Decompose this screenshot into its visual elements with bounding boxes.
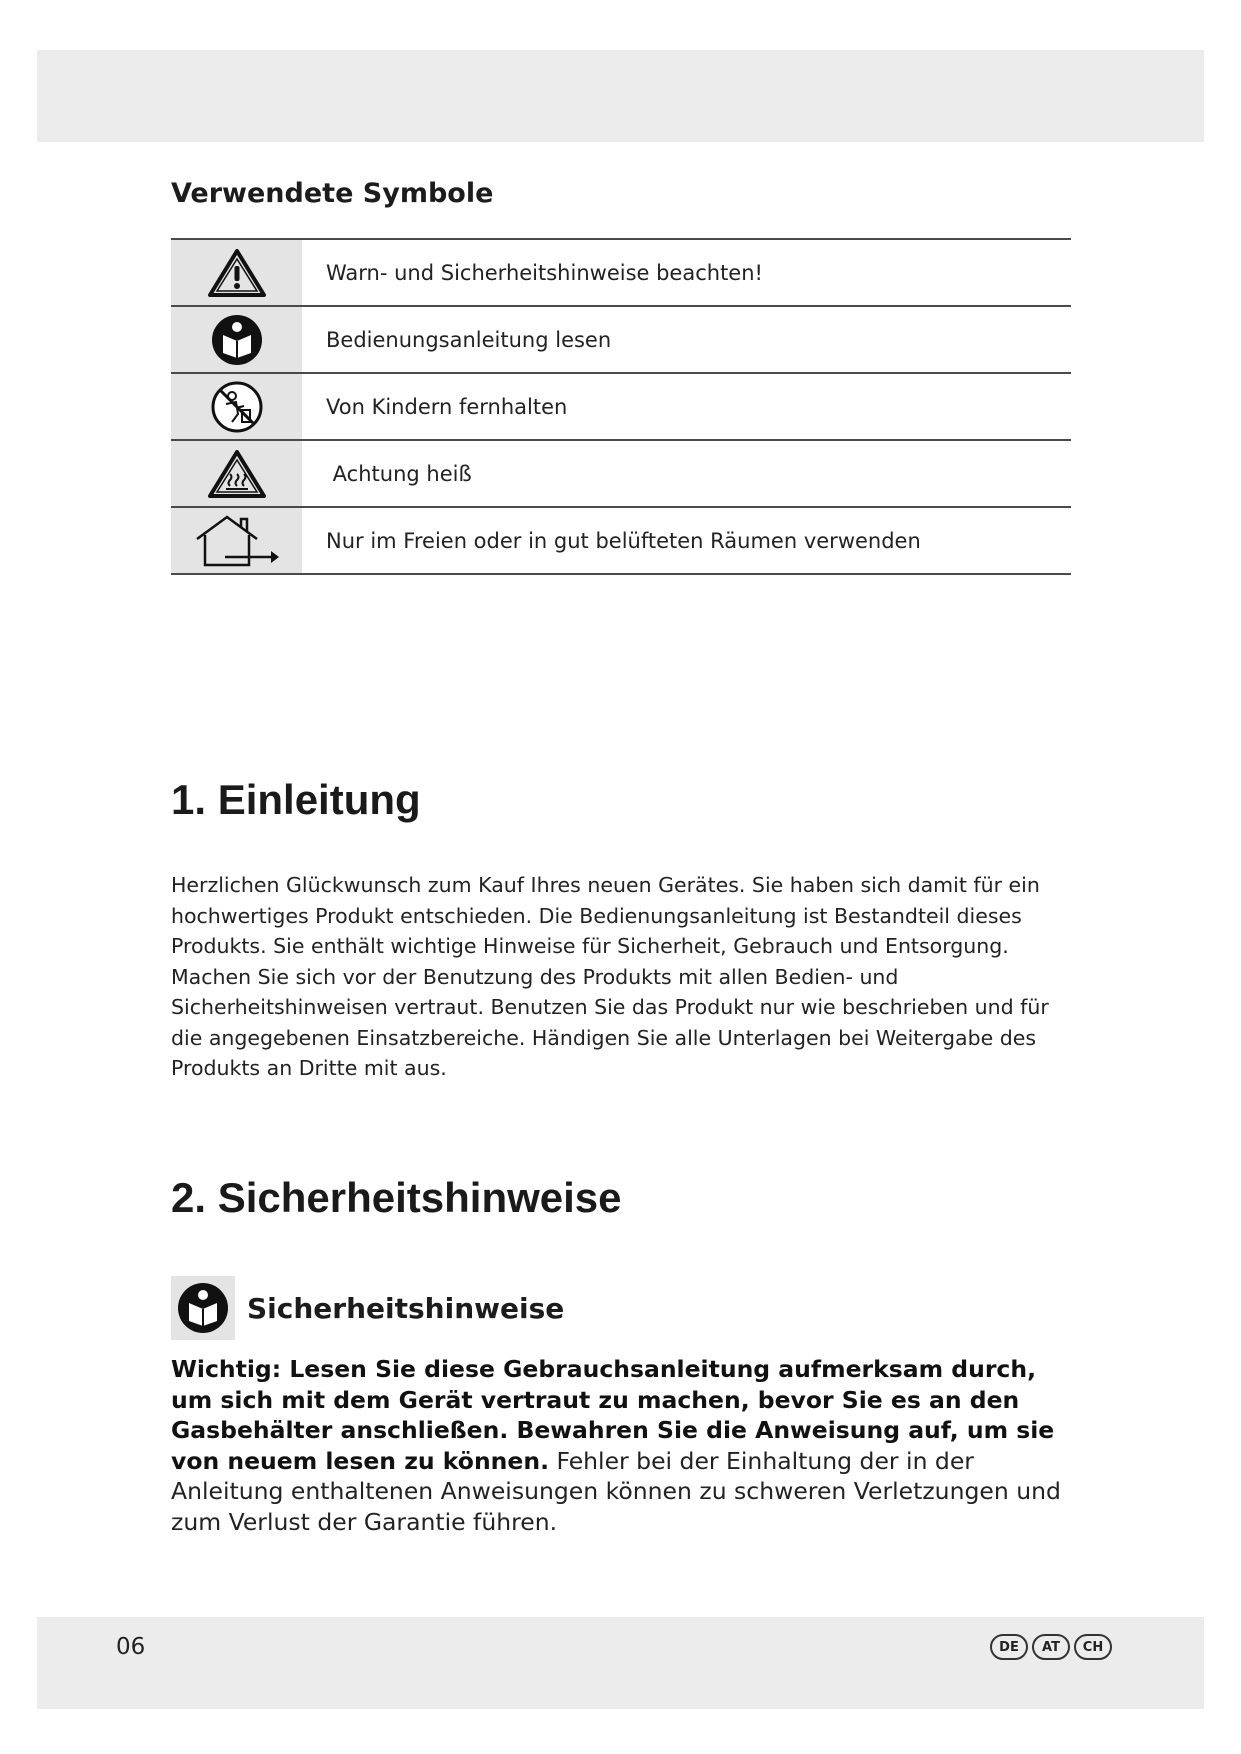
symbol-text: Warn- und Sicherheitshinweise beachten! [326, 260, 763, 285]
country-badge-de: DE [990, 1634, 1028, 1660]
safety-text [171, 1354, 1071, 1537]
keep-away-children-icon [171, 374, 302, 439]
country-badges [990, 1634, 1112, 1660]
symbol-row [171, 307, 1071, 374]
symbol-text: Nur im Freien oder in gut belüfteten Räumen verwenden [326, 528, 921, 553]
intro-text: Herzlichen Glückwunsch zum Kauf Ihres neuen Gerätes. Sie haben sich damit für ein hochwertiges Produkt entschieden. Die Bedienungsanleitung ist Bestandteil dieses Produkts. Sie enthält wichtige Hinweise für Sicherheit, Gebrauch und Entsorgung. Machen Sie sich vor der Benutzung des Produkts mit allen Bedien- und Sicherheitshinweisen vertraut. Benutzen Sie das Produkt nur wie beschrieben und für die angegebenen Einsatzbereiche. Händigen Sie alle Unterlagen bei Weitergabe des Produkts an Dritte mit aus. [171, 873, 1049, 1080]
warning-triangle-icon [171, 240, 302, 305]
outdoor-ventilation-icon [171, 508, 302, 573]
symbol-table [171, 238, 1071, 575]
safety-subheading: Sicherheitshinweise [247, 1291, 565, 1325]
intro-heading: 1. Einleitung [171, 776, 421, 823]
header-band [37, 50, 1204, 142]
read-manual-icon [171, 307, 302, 372]
safety-normal-text: Fehler bei der Einhaltung der in der Anleitung enthaltenen Anweisungen können zu schweren Verletzungen und zum Verlust der Garantie führen. [171, 1446, 1061, 1536]
safety-heading: 2. Sicherheitshinweise [171, 1174, 622, 1221]
symbols-title: Verwendete Symbole [171, 178, 494, 209]
page-number: 06 [116, 1634, 146, 1660]
symbol-row [171, 508, 1071, 575]
hot-surface-icon [171, 441, 302, 506]
symbol-row [171, 374, 1071, 441]
footer-band [37, 1617, 1204, 1709]
read-manual-icon [171, 1276, 235, 1340]
country-badge-at: AT [1032, 1634, 1070, 1660]
symbol-row [171, 441, 1071, 508]
safety-bold-text: Wichtig: Lesen Sie diese Gebrauchsanleitung aufmerksam durch, um sich mit dem Gerät vertraut zu machen, bevor Sie es an den Gasbehälter anschließen. Bewahren Sie die Anweisung auf, um sie von neuem lesen zu können. [171, 1355, 1055, 1475]
country-badge-ch: CH [1074, 1634, 1112, 1660]
safety-subheading-block [171, 1276, 1071, 1340]
symbol-text: Bedienungsanleitung lesen [326, 327, 612, 352]
symbol-text: Von Kindern fernhalten [326, 394, 568, 419]
symbol-row [171, 240, 1071, 307]
symbol-text: Achtung heiß [326, 461, 472, 486]
